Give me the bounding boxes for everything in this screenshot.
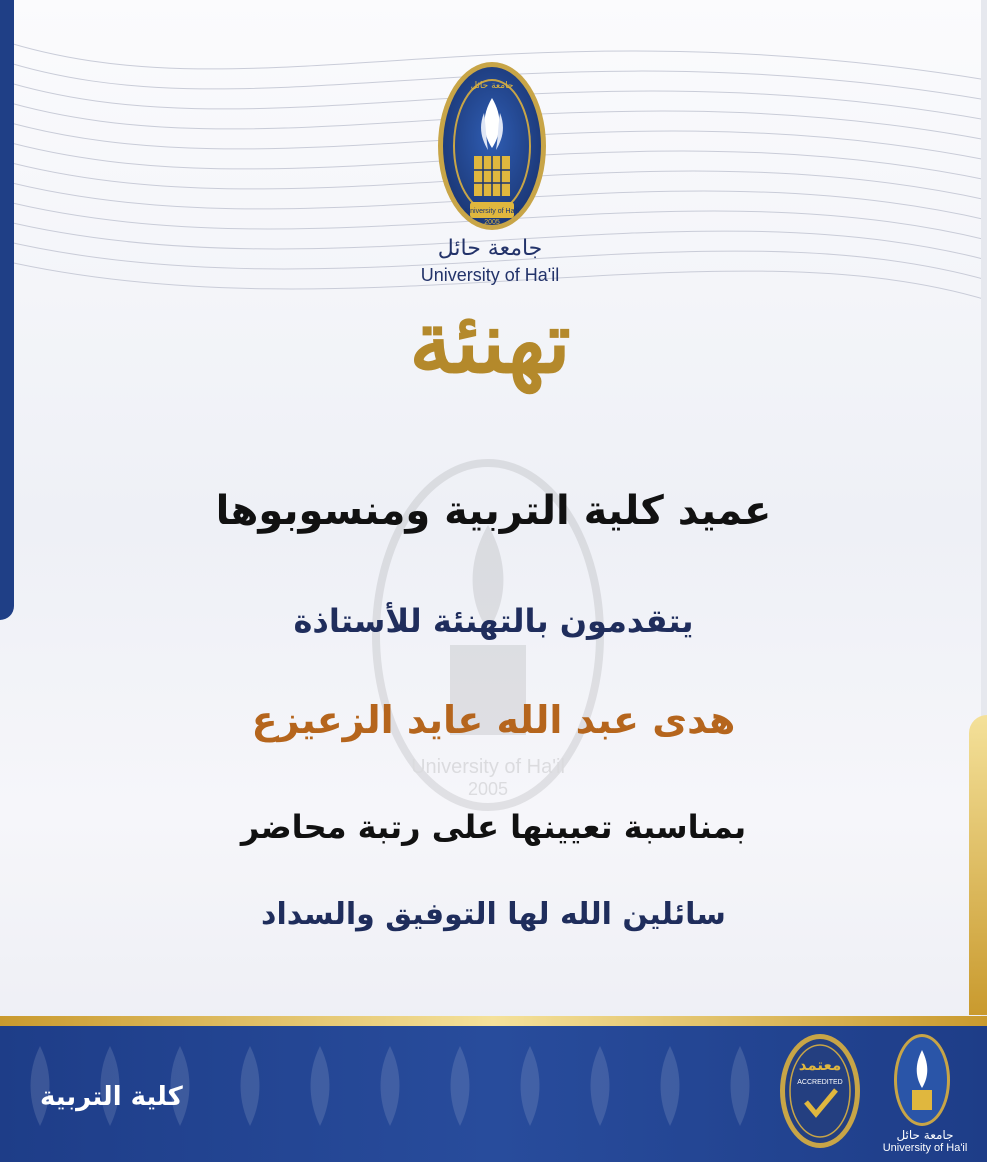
svg-text:University of Ha'il: University of Ha'il [465, 208, 519, 215]
university-logo [420, 58, 564, 238]
svg-text:ACCREDITED: ACCREDITED [797, 1079, 843, 1086]
gold-side-accent [969, 715, 987, 1015]
footer-university-ar: جامعة حائل [896, 1128, 954, 1142]
dean-heading: عميد كلية التربية ومنسوبوها [215, 488, 772, 534]
svg-text:2005: 2005 [467, 779, 509, 799]
college-name: كلية التربية [40, 1082, 183, 1112]
footer-university-logo [892, 1032, 952, 1128]
congrats-line: يتقدمون بالتهنئة للأستاذة [293, 602, 694, 640]
footer-university-en: University of Ha'il [882, 1142, 968, 1154]
svg-text:2005: 2005 [484, 219, 500, 226]
svg-text:معتمد: معتمد [798, 1056, 842, 1074]
page-title: تهنئة [409, 292, 571, 393]
accreditation-seal [778, 1032, 862, 1150]
svg-text:University of Ha'il: University of Ha'il [411, 756, 565, 778]
footer-gold-line [0, 1016, 987, 1026]
svg-text:جامعة حائل: جامعة حائل [470, 81, 514, 91]
university-name-en: University of Ha'il [420, 265, 560, 285]
wishes-line: سائلين الله لها التوفيق والسداد [261, 897, 726, 932]
university-name-ar: جامعة حائل [437, 236, 543, 261]
university-flame-emblem-icon [420, 58, 564, 234]
honoree-name: هدى عبد الله عايد الزعيزع [251, 698, 736, 742]
occasion-line: بمناسبة تعيينها على رتبة محاضر [240, 808, 747, 846]
